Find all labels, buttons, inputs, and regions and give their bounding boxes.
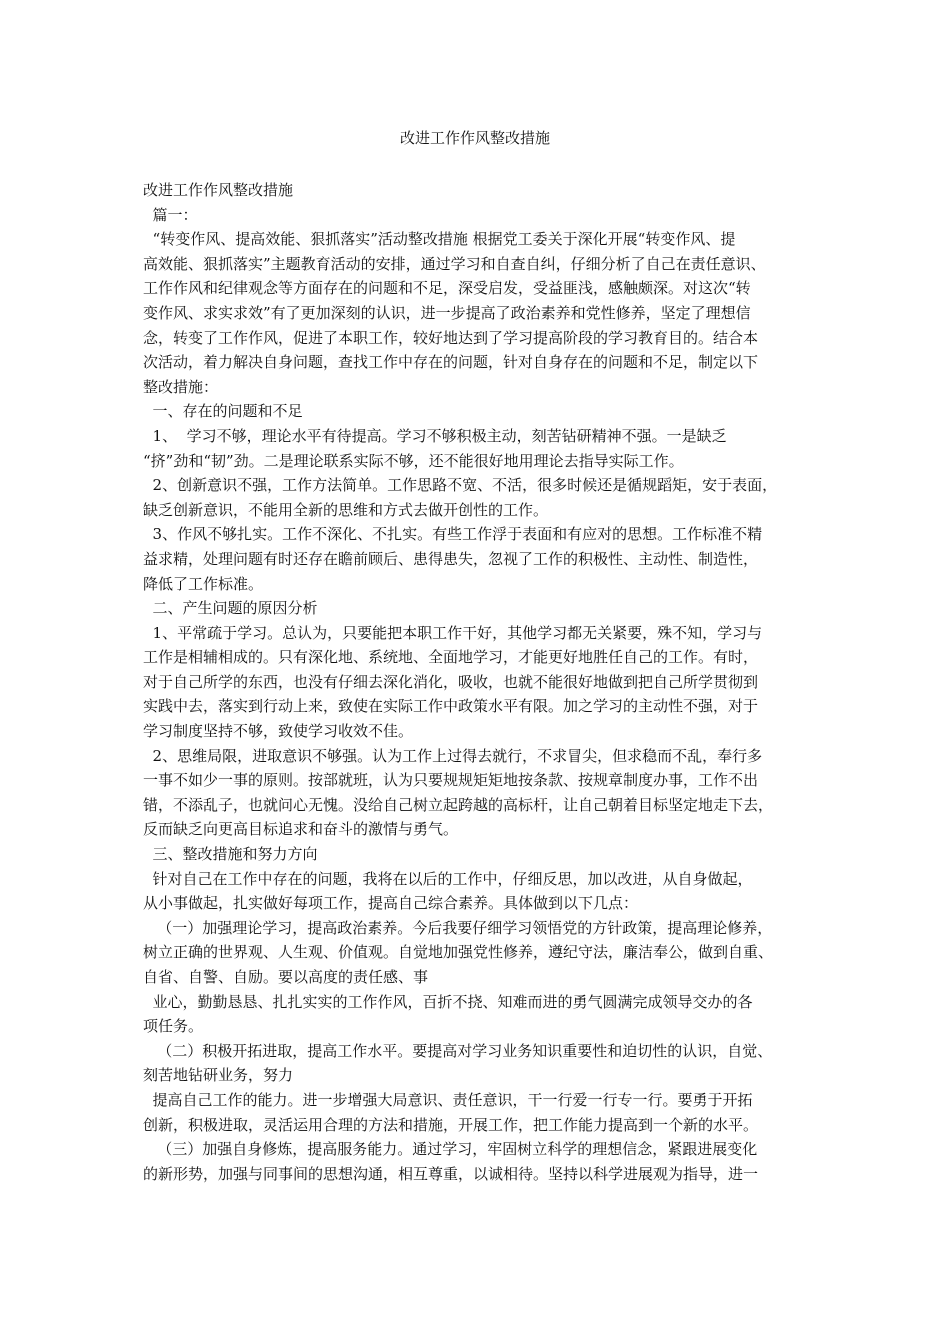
text-line: 反而缺乏向更高目标追求和奋斗的激情与勇气。: [143, 820, 459, 839]
text-line: 工作作风和纪律观念等方面存在的问题和不足，深受启发，受益匪浅，感触颇深。对这次“转: [143, 279, 751, 298]
text-line: 高效能、狠抓落实”主题教育活动的安排，通过学习和自查自纠，仔细分析了自己在责任意识、: [143, 254, 766, 273]
text-line: （二）积极开拓进取，提高工作水平。要提高对学习业务知识重要性和迫切性的认识，自觉、: [143, 1041, 773, 1060]
text-line: 创新，积极进取，灵活运用合理的方法和措施，开展工作，把工作能力提高到一个新的水平。: [143, 1115, 759, 1134]
text-line: 实践中去，落实到行动上来，致使在实际工作中政策水平有限。加之学习的主动性不强，对于: [143, 697, 759, 716]
text-line: （一）加强理论学习，提高政治素养。今后我要仔细学习领悟党的方针政策，提高理论修养，: [143, 918, 773, 937]
text-line: 对于自己所学的东西，也没有仔细去深化消化，吸收，也就不能很好地做到把自己所学贯彻到: [143, 672, 759, 691]
text-line: 2、思维局限，进取意识不够强。认为工作上过得去就行，不求冒尖，但求稳而不乱，奉行多: [143, 746, 763, 765]
text-line: 项任务。: [143, 1017, 204, 1036]
text-line: 从小事做起，扎实做好每项工作，提高自己综合素养。具体做到以下几点：: [143, 894, 639, 913]
text-line: 树立正确的世界观、人生观、价值观。自觉地加强党性修养，遵纪守法，廉洁奉公，做到自重、: [143, 943, 774, 962]
text-line: 错，不添乱子，也就问心无愧。没给自己树立起跨越的高标杆，让自己朝着目标坚定地走下去，: [143, 795, 774, 814]
text-line: “挤”劲和“韧”劲。二是理论联系实际不够，还不能很好地用理论去指导实际工作。: [143, 451, 684, 470]
document-body: [143, 178, 823, 1186]
text-line: 次活动，着力解决自身问题，查找工作中存在的问题，针对自身存在的问题和不足，制定以下: [143, 353, 759, 372]
document-title: 改进工作作风整改措施: [399, 129, 550, 147]
text-line: 工作是相辅相成的。只有深化地、系统地、全面地学习，才能更好地胜任自己的工作。有时，: [143, 648, 759, 667]
text-line: 一事不如少一事的原则。按部就班，认为只要规规矩矩地按条款、按规章制度办事，工作不出: [143, 771, 759, 790]
text-line: 念，转变了工作作风，促进了本职工作，较好地达到了学习提高阶段的学习教育目的。结合本: [143, 328, 759, 347]
text-line: 三、整改措施和努力方向: [143, 845, 318, 864]
text-line: 刻苦地钻研业务，努力: [143, 1066, 294, 1085]
text-line: 缺乏创新意识，不能用全新的思维和方式去做开创性的工作。: [143, 500, 549, 519]
text-line: 提高自己工作的能力。进一步增强大局意识、责任意识，干一行爱一行专一行。要勇于开拓: [143, 1090, 753, 1109]
text-line: 1、 学习不够，理论水平有待提高。学习不够积极主动，刻苦钻研精神不强。一是缺乏: [143, 426, 727, 445]
text-line: 3、作风不够扎实。工作不深化、不扎实。有些工作浮于表面和有应对的思想。工作标准不精: [143, 525, 763, 544]
text-line: 一、存在的问题和不足: [143, 402, 303, 421]
text-line: （三）加强自身修炼，提高服务能力。通过学习，牢固树立科学的理想信念，紧跟进展变化: [143, 1140, 758, 1159]
text-line: 改进工作作风整改措施: [143, 181, 294, 199]
text-line: 降低了工作标准。: [143, 574, 264, 593]
text-line: 1、平常疏于学习。总认为，只要能把本职工作干好，其他学习都无关紧要，殊不知，学习与: [143, 623, 763, 642]
text-line: 2、创新意识不强，工作方法简单。工作思路不宽、不活，很多时候还是循规蹈矩，安于表面，: [143, 476, 778, 495]
text-line: 自省、自警、自励。要以高度的责任感、事: [143, 968, 429, 986]
text-line: 变作风、求实求效”有了更加深刻的认识，进一步提高了政治素养和党性修养，坚定了理想信: [143, 303, 751, 322]
text-line: 二、产生问题的原因分析: [143, 599, 318, 618]
text-line: 益求精，处理问题有时还存在瞻前顾后、患得患失，忽视了工作的积极性、主动性、制造性，: [143, 549, 759, 568]
text-line: “转变作风、提高效能、狠抓落实”活动整改措施 根据党工委关于深化开展“转变作风、提: [143, 230, 736, 249]
text-line: 学习制度坚持不够，致使学习收效不佳。: [143, 722, 414, 741]
text-line: 篇一：: [143, 205, 198, 224]
text-line: 整改措施：: [143, 377, 219, 396]
text-line: 的新形势，加强与同事间的思想沟通，相互尊重，以诚相待。坚持以科学进展观为指导，进一: [143, 1164, 759, 1183]
text-line: 业心，勤勤恳恳、扎扎实实的工作作风，百折不挠、知难而进的勇气圆满完成领导交办的各: [143, 992, 753, 1011]
text-line: 针对自己在工作中存在的问题，我将在以后的工作中，仔细反思，加以改进，从自身做起，: [143, 869, 753, 888]
